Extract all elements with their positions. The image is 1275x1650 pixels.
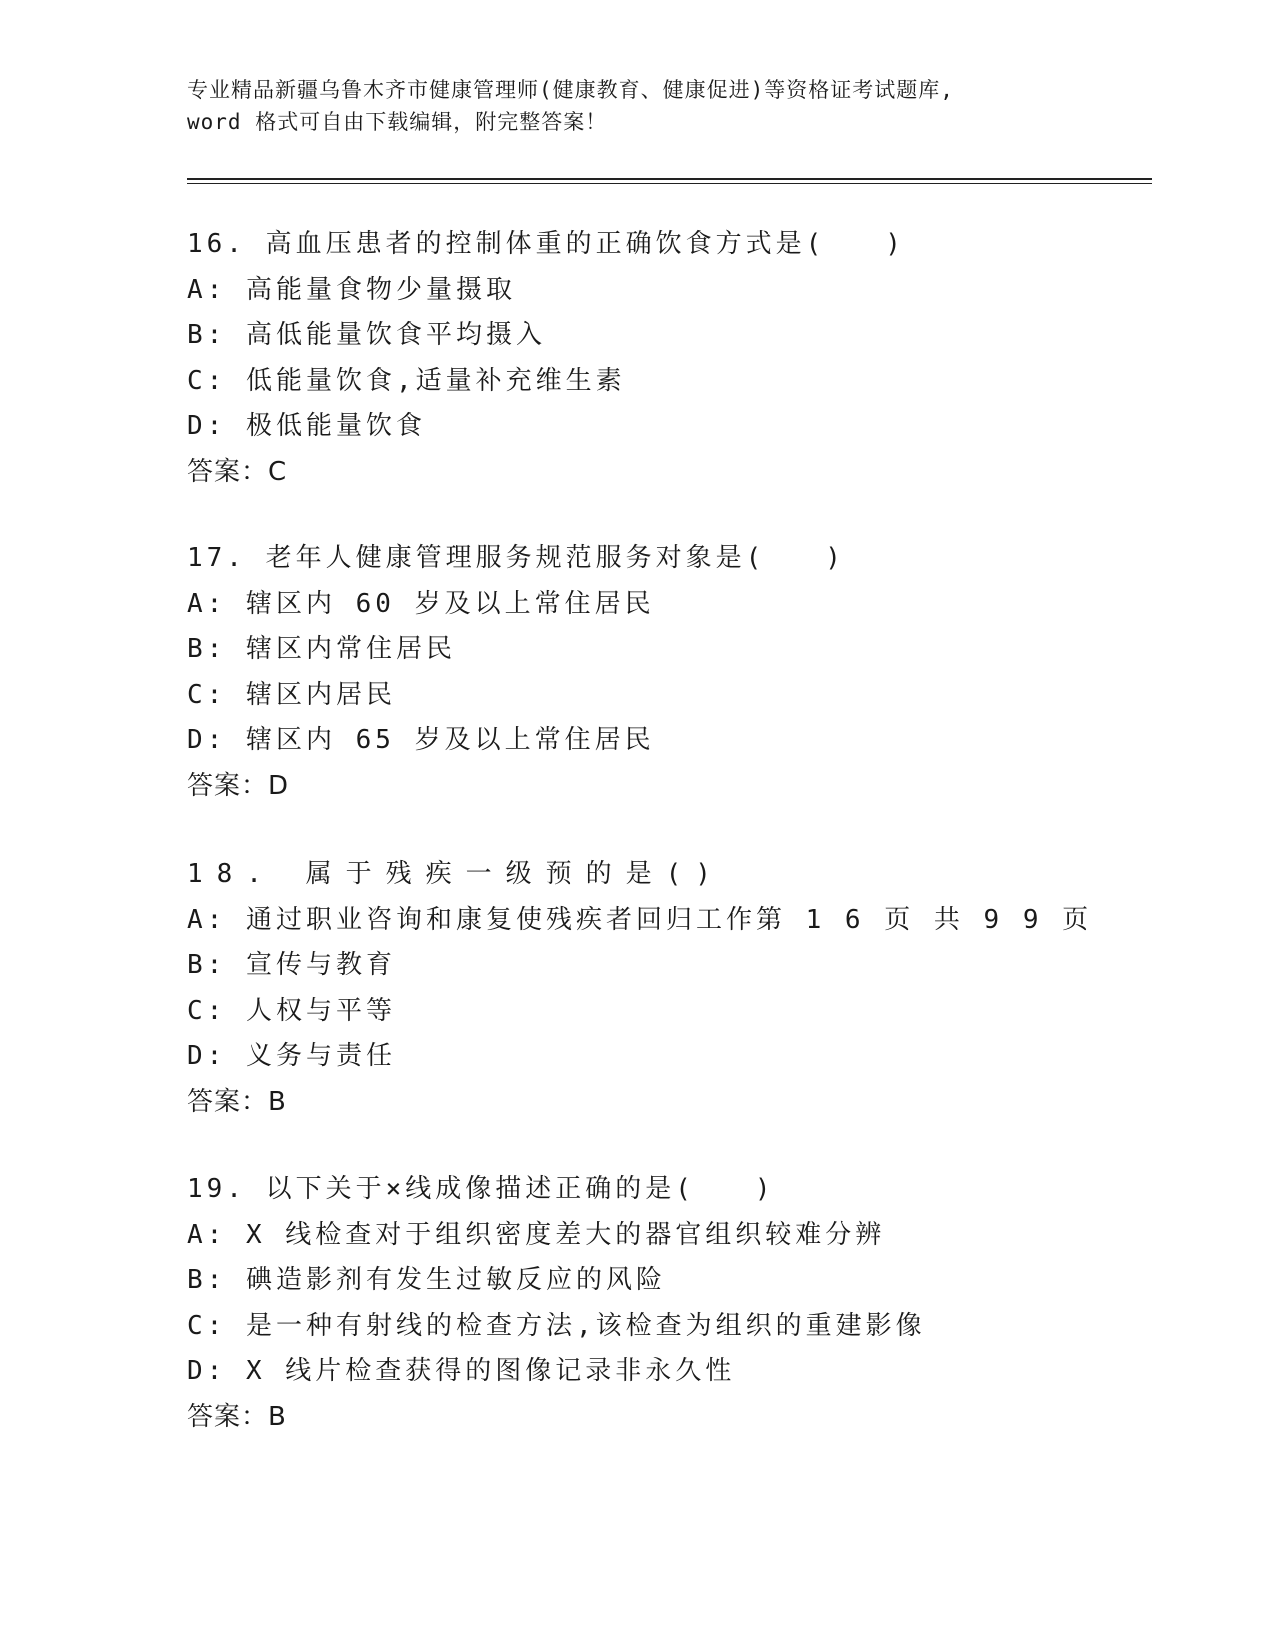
option-a: A: 辖区内 60 岁及以上常住居民 (187, 588, 655, 619)
answer: 答案：D (187, 770, 290, 801)
question-18 (187, 852, 1147, 1125)
option-d: D: 辖区内 65 岁及以上常住居民 (187, 725, 655, 755)
document-header (187, 74, 1087, 138)
header-line-1: 专业精品新疆乌鲁木齐市健康管理师(健康教育、健康促进)等资格证考试题库, (187, 78, 954, 102)
option-c: C: 是一种有射线的检查方法,该检查为组织的重建影像 (187, 1310, 926, 1341)
question-17 (187, 536, 1147, 809)
header-rule-thin (187, 183, 1152, 184)
option-b: B: 宣传与教育 (187, 950, 396, 980)
header-line-2: word 格式可自由下载编辑，附完整答案！ (187, 110, 608, 134)
option-a: A: 高能量食物少量摄取 (187, 274, 516, 305)
question-stem: 16. 高血压患者的控制体重的正确饮食方式是( ) (187, 229, 905, 259)
question-stem: 19. 以下关于×线成像描述正确的是( ) (187, 1174, 775, 1204)
option-c: C: 低能量饮食,适量补充维生素 (187, 365, 626, 396)
option-a: A: X 线检查对于组织密度差大的器官组织较难分辨 (187, 1219, 886, 1250)
option-d: D: X 线片检查获得的图像记录非永久性 (187, 1356, 736, 1386)
header-rule-thick (187, 178, 1152, 180)
option-c: C: 辖区内居民 (187, 679, 396, 710)
option-d: D: 义务与责任 (187, 1041, 396, 1071)
option-d: D: 极低能量饮食 (187, 411, 426, 441)
answer: 答案：B (187, 1086, 287, 1117)
option-b: B: 辖区内常住居民 (187, 634, 456, 664)
question-stem: 17. 老年人健康管理服务规范服务对象是( ) (187, 543, 845, 573)
option-b: B: 高低能量饮食平均摄入 (187, 320, 546, 350)
question-19 (187, 1167, 1147, 1440)
question-stem: 18. 属于残疾一级预的是() (187, 859, 725, 889)
answer: 答案：C (187, 456, 288, 487)
option-a: A: 通过职业咨询和康复使残疾者回归工作第 1 6 页 共 9 9 页 (187, 904, 1093, 935)
option-b: B: 碘造影剂有发生过敏反应的风险 (187, 1265, 666, 1295)
answer: 答案：B (187, 1401, 287, 1432)
question-16 (187, 222, 1147, 495)
option-c: C: 人权与平等 (187, 995, 396, 1026)
